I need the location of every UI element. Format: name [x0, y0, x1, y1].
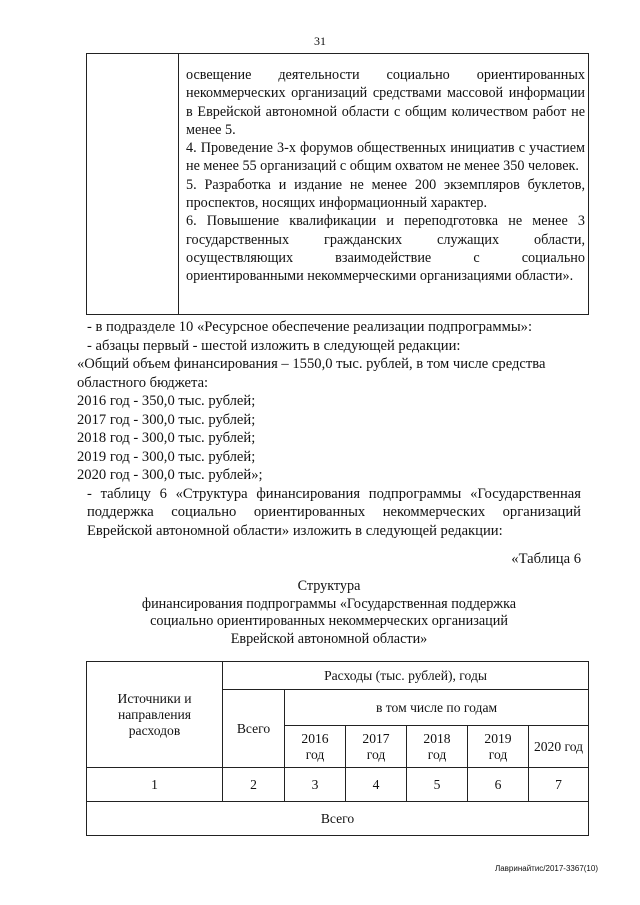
body-line: 2016 год - 350,0 тыс. рублей; [77, 393, 256, 409]
header-year: 2016 год [285, 726, 346, 768]
body-line: «Общий объем финансирования – 1550,0 тыс. рублей, в том числе средства областного бюджета: [77, 356, 546, 391]
body-line: - таблицу 6 «Структура финансирования подпрограммы «Государственная поддержка социально ориентированных некоммерческих организаций Еврейской автономной области» изложить в следующей редакции: [87, 485, 581, 539]
table-reference: «Таблица 6 [511, 551, 581, 567]
column-number: 7 [529, 768, 589, 802]
title-line: Еврейской автономной области» [230, 630, 428, 647]
page-number: 31 [314, 34, 326, 48]
header-sources: Источники и направления расходов [87, 662, 223, 768]
document-footer: Лавринайтис/2017-3367(10) [494, 864, 598, 873]
header-year: 2017 год [346, 726, 407, 768]
header-by-years: в том числе по годам [285, 690, 589, 726]
header-expenses: Расходы (тыс. рублей), годы [223, 662, 589, 690]
table-paragraph: освещение деятельности социально ориентированных некоммерческих организаций средствами массовой информации в Еврейской автономной области с общим количеством работ не менее 5. [186, 67, 585, 138]
column-number: 4 [346, 768, 407, 802]
title-line: Структура [297, 578, 361, 594]
document-body [77, 318, 581, 569]
body-line: 2019 год - 300,0 тыс. рублей; [77, 448, 256, 465]
table-title [77, 578, 581, 648]
body-line: - абзацы первый - шестой изложить в следующей редакции: [87, 337, 461, 354]
header-year: 2020 год [529, 726, 589, 768]
body-line: - в подразделе 10 «Ресурсное обеспечение реализации подпрограммы»: [87, 319, 533, 335]
column-number: 2 [223, 768, 285, 802]
title-line: социально ориентированных некоммерческих организаций [150, 613, 508, 629]
body-line: 2018 год - 300,0 тыс. рублей; [77, 430, 256, 446]
table-paragraph: 6. Повышение квалификации и переподготовка не менее 3 государственных гражданских служащих области, осуществляющих взаимодействие с социально ориентированными некоммерческими организациями области». [186, 213, 585, 285]
financing-table [86, 661, 589, 836]
table-paragraph: 4. Проведение 3-х форумов общественных инициатив с участием не менее 55 организаций с общим охватом не менее 350 человек. [186, 140, 585, 175]
title-line: финансирования подпрограммы «Государственная поддержка [141, 595, 517, 612]
column-number: 3 [285, 768, 346, 802]
column-number: 5 [407, 768, 468, 802]
continuation-table [86, 53, 589, 315]
header-year: 2018 год [407, 726, 468, 768]
body-line: 2020 год - 300,0 тыс. рублей»; [77, 467, 263, 483]
column-number: 6 [468, 768, 529, 802]
body-line: 2017 год - 300,0 тыс. рублей; [77, 411, 256, 428]
header-total: Всего [223, 690, 285, 768]
row-total-label: Всего [87, 802, 589, 836]
header-year: 2019 год [468, 726, 529, 768]
table-paragraph: 5. Разработка и издание не менее 200 экземпляров буклетов, проспектов, носящих информационный характер. [186, 176, 585, 212]
table-column-divider [178, 54, 179, 314]
table-content-cell [186, 66, 585, 286]
column-number: 1 [87, 768, 223, 802]
